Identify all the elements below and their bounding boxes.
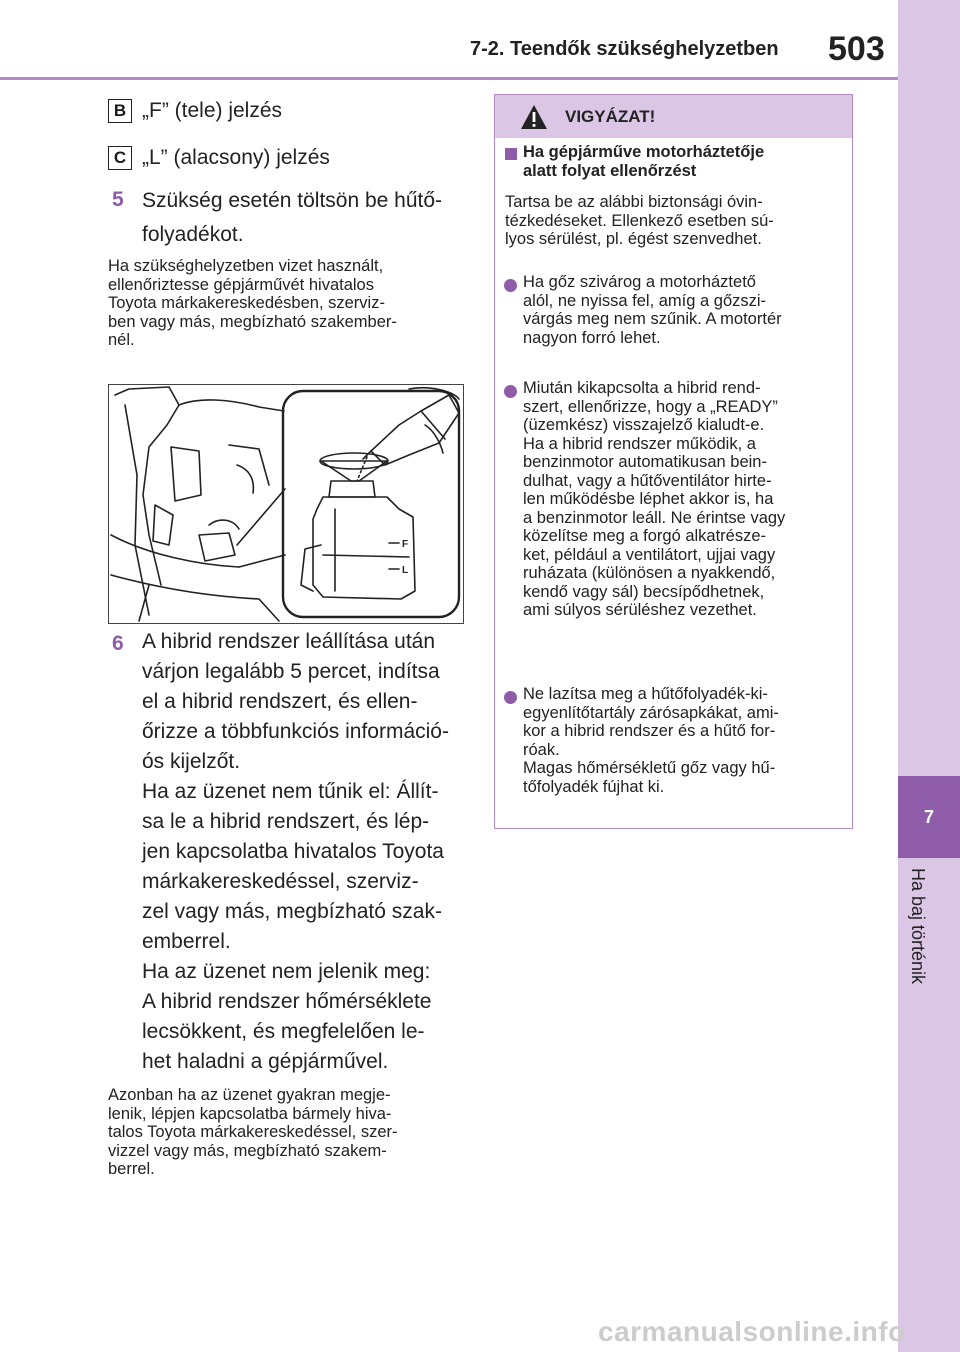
warning-triangle-icon xyxy=(519,103,549,131)
caution-header xyxy=(495,95,852,138)
note-line: berrel. xyxy=(108,1160,155,1178)
low-mark: L xyxy=(402,565,409,576)
step-5-line: folyadékot. xyxy=(142,223,244,246)
caution-item-ready xyxy=(523,379,841,620)
label-b-box: B xyxy=(108,99,132,123)
note-line: Ha szükséghelyzetben vizet használt, xyxy=(108,257,384,275)
caution-title: VIGYÁZAT! xyxy=(565,107,656,126)
page-number: 503 xyxy=(828,30,885,68)
caution-line: róak. xyxy=(523,740,560,759)
step-6-line: sa le a hibrid rendszert, és lép- xyxy=(142,810,430,833)
note-line: Azonban ha az üzenet gyakran megje- xyxy=(108,1086,391,1104)
step-6-line: zel vagy más, megbízható szak- xyxy=(142,900,442,923)
side-tab-strip xyxy=(898,0,960,1352)
step-5-line: Szükség esetén töltsön be hűtő- xyxy=(142,189,443,212)
caution-item-cap xyxy=(523,685,841,796)
caution-line: benzinmotor automatikusan bein- xyxy=(523,453,767,471)
caution-intro-line: Tartsa be az alábbi biztonsági óvin- xyxy=(505,193,763,211)
caution-line: Ha gőz szivárog a motorháztető xyxy=(523,273,756,291)
caution-line: len működésbe léphet akkor is, ha xyxy=(523,490,774,508)
note-water xyxy=(108,257,464,350)
round-bullet-icon xyxy=(504,385,517,398)
caution-line: szert, ellenőrizze, hogy a „READY” xyxy=(523,397,778,416)
round-bullet-icon xyxy=(504,691,517,704)
caution-intro xyxy=(505,193,841,249)
note-line: lenik, lépjen kapcsolatba bármely hiva- xyxy=(108,1104,392,1123)
caution-line: Ha a hibrid rendszer működik, a xyxy=(523,434,756,453)
caution-line: Magas hőmérsékletű gőz vagy hű- xyxy=(523,759,776,777)
step-6-line: el a hibrid rendszert, és ellen- xyxy=(142,690,418,713)
step-6-number: 6 xyxy=(112,632,124,655)
caution-line: (üzemkész) visszajelző kialudt-e. xyxy=(523,416,765,434)
step-6-line: márkakereskedéssel, szerviz- xyxy=(142,870,419,893)
caution-line: Miután kikapcsolta a hibrid rend- xyxy=(523,379,761,397)
step-5-text xyxy=(142,186,462,250)
caution-line: közelítse meg a forgó alkatrésze- xyxy=(523,527,767,545)
chapter-label-text: Ha baj történik xyxy=(908,868,928,985)
caution-item-steam xyxy=(523,273,841,347)
step-6-line: Ha az üzenet nem jelenik meg: xyxy=(142,960,431,983)
caution-line: nagyon forró lehet. xyxy=(523,328,661,347)
note-line: Toyota márkakereskedésben, szerviz- xyxy=(108,294,385,312)
chapter-tab[interactable]: 7 xyxy=(898,776,960,858)
step-6-line: várjon legalább 5 percet, indítsa xyxy=(142,660,440,683)
step-6-line: A hibrid rendszer hőmérséklete xyxy=(142,990,432,1013)
step-6-text xyxy=(142,627,462,1077)
caution-intro-line: lyos sérülést, pl. égést szenvedhet. xyxy=(505,230,762,248)
caution-heading-line: alatt folyat ellenőrzést xyxy=(523,161,697,180)
step-6-line: ós kijelzőt. xyxy=(142,750,241,773)
step-6-line: A hibrid rendszer leállítása után xyxy=(142,630,436,653)
square-bullet-icon xyxy=(505,148,517,160)
caution-line: a benzinmotor leáll. Ne érintse vagy xyxy=(523,508,786,527)
note-line: nél. xyxy=(108,331,135,349)
engine-bay-drawing xyxy=(109,385,463,623)
caution-heading xyxy=(523,143,841,180)
caution-line: tőfolyadék fújhat ki. xyxy=(523,777,665,796)
caution-line: alól, ne nyissa fel, amíg a gőzszi- xyxy=(523,291,767,310)
label-b-text: „F” (tele) jelzés xyxy=(142,99,283,122)
header-rule xyxy=(0,77,898,80)
caution-line: várgás meg nem szűnik. A motortér xyxy=(523,310,782,328)
watermark: carmanualsonline.info xyxy=(598,1316,906,1347)
step-5-number: 5 xyxy=(112,188,124,211)
caution-line: Ne lazítsa meg a hűtőfolyadék-ki- xyxy=(523,685,768,703)
label-c-text: „L” (alacsony) jelzés xyxy=(142,146,330,169)
step-6-line: jen kapcsolatba hivatalos Toyota xyxy=(142,840,444,863)
step-6-line: Ha az üzenet nem tűnik el: Állít- xyxy=(142,780,439,803)
note-line: talos Toyota márkakereskedéssel, szer- xyxy=(108,1123,398,1141)
section-title: 7-2. Teendők szükséghelyzetben xyxy=(470,38,779,60)
caution-line: ami súlyos sérüléshez vezethet. xyxy=(523,601,757,619)
note-line: vizzel vagy más, megbízható szakem- xyxy=(108,1141,387,1160)
caution-line: egyenlítőtartály zárósapkákat, ami- xyxy=(523,703,779,722)
caution-intro-line: tézkedéseket. Ellenkező esetben sú- xyxy=(505,211,774,230)
note-line: ellenőriztesse gépjárművét hivatalos xyxy=(108,275,374,294)
caution-line: ruházata (különösen a nyakkendő, xyxy=(523,564,776,582)
caution-heading-line: Ha gépjárműve motorháztetője xyxy=(523,143,765,161)
step-6-line: het haladni a gépjárművel. xyxy=(142,1050,389,1073)
step-6-line: lecsökkent, és megfelelően le- xyxy=(142,1020,425,1043)
caution-line: kendő vagy sál) becsípődhetnek, xyxy=(523,582,765,601)
chapter-label xyxy=(906,868,950,1028)
coolant-illustration xyxy=(108,384,464,624)
caution-line: kor a hibrid rendszer és a hűtő for- xyxy=(523,722,776,740)
note-line: ben vagy más, megbízható szakember- xyxy=(108,312,397,331)
caution-line: ket, például a ventilátort, ujjai vagy xyxy=(523,545,776,564)
full-mark: F xyxy=(402,539,409,550)
round-bullet-icon xyxy=(504,279,517,292)
caution-box xyxy=(494,94,853,829)
step-6-line: emberrel. xyxy=(142,930,231,953)
caution-line: dulhat, vagy a hűtőventilátor hirte- xyxy=(523,471,772,490)
step-6-line: őrizze a többfunkciós információ- xyxy=(142,720,449,743)
label-c-box: C xyxy=(108,146,132,170)
note-frequent-message xyxy=(108,1086,464,1179)
